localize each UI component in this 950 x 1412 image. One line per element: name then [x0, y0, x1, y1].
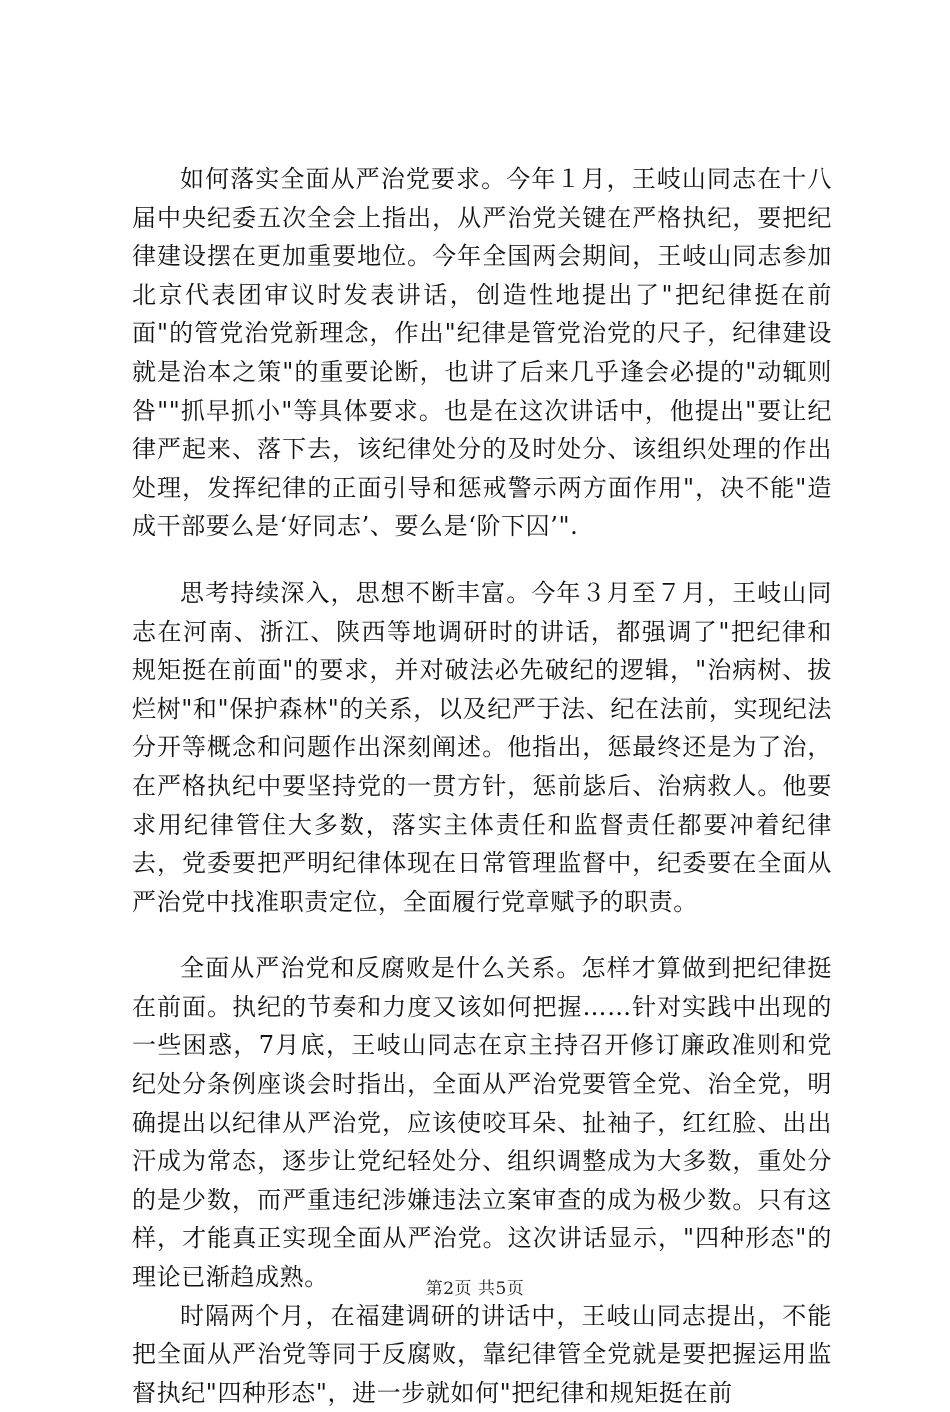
paragraph-4: 时隔两个月，在福建调研的讲话中，王岐山同志提出，不能把全面从严治党等同于反腐败，靠纪律管全党就是要把握运用监督执纪"四种形态"，进一步就如何"把纪律和规矩挺在前 — [132, 1301, 832, 1407]
paragraph-1: 如何落实全面从严治党要求。今年１月，王岐山同志在十八届中央纪委五次全会上指出，从严治党关键在严格执纪，要把纪律建设摆在更加重要地位。今年全国两会期间，王岐山同志参加北京代表团审议时发表讲话，创造性地提出了"把纪律挺在前面"的管党治党新理念，作出"纪律是管党治党的尺子，纪律建设就是治本之策"的重要论断，也讲了后来几乎逢会必提的"动辄则咎""抓早抓小"等具体要求。也是在这次讲话中，他提出"要让纪律严起来、落下去，该纪律处分的及时处分、该组织处理的作出处理，发挥纪律的正面引导和惩戒警示两方面作用"，决不能"造成干部要么是‘好同志’、要么是‘阶下囚’". — [132, 165, 832, 541]
paragraph-2: 思考持续深入，思想不断丰富。今年３月至７月，王岐山同志在河南、浙江、陕西等地调研时的讲话，都强调了"把纪律和规矩挺在前面"的要求，并对破法必先破纪的逻辑，"治病树、拔烂树"和"保护森林"的关系，以及纪严于法、纪在法前，实现纪法分开等概念和问题作出深刻阐述。他指出，惩最终还是为了治，在严格执纪中要坚持党的一贯方针，惩前毖后、治病救人。他要求用纪律管住大多数，落实主体责任和监督责任都要冲着纪律去，党委要把严明纪律体现在日常管理监督中，纪委要在全面从严治党中找准职责定位，全面履行党章赋予的职责。 — [132, 578, 832, 916]
document-body — [132, 160, 832, 1412]
paragraph-3: 全面从严治党和反腐败是什么关系。怎样才算做到把纪律挺在前面。执纪的节奏和力度又该如何把握……针对实践中出现的一些困惑，7月底，王岐山同志在京主持召开修订廉政准则和党纪处分条例座谈会时指出，全面从严治党要管全党、治全党，明确提出以纪律从严治党，应该使咬耳朵、扯袖子，红红脸、出出汗成为常态，逐步让党纪轻处分、组织调整成为大多数，重处分的是少数，而严重违纪涉嫌违法立案审查的成为极少数。只有这样，才能真正实现全面从严治党。这次讲话显示，"四种形态"的理论已渐趋成熟。 — [132, 954, 832, 1292]
page-number-footer: 第2页 共5页 — [425, 1279, 525, 1299]
